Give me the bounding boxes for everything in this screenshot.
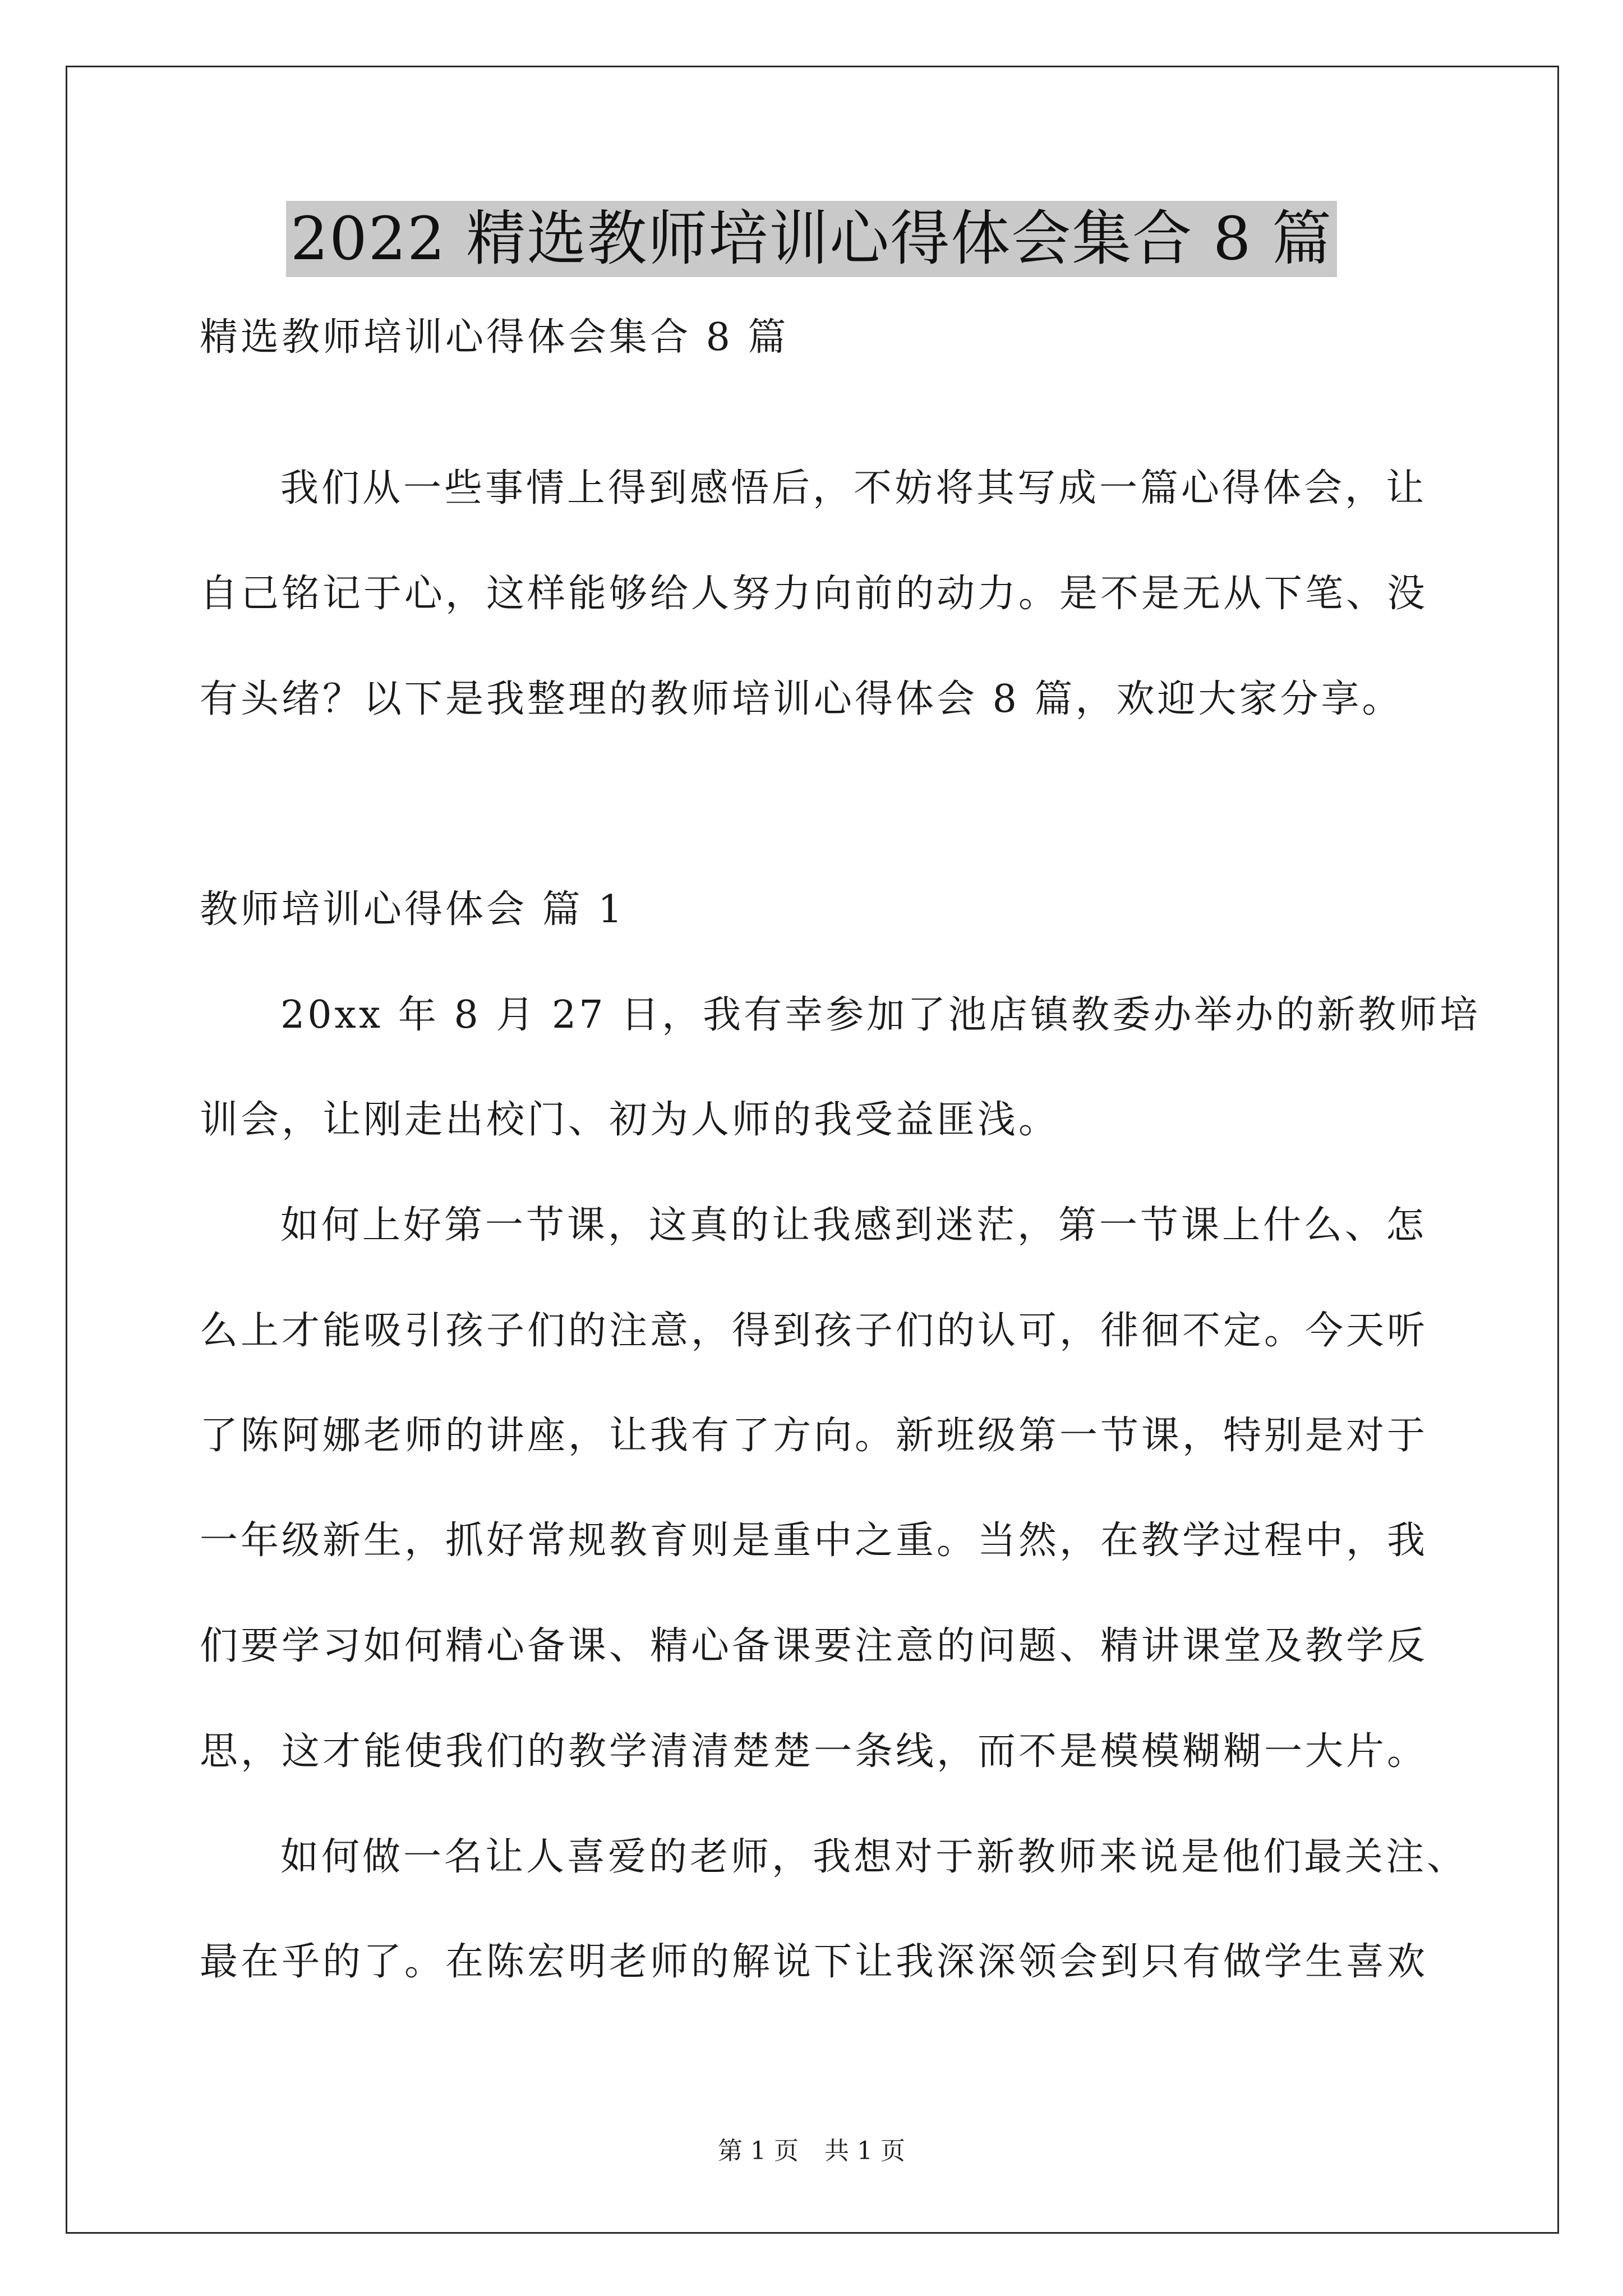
paragraph-line: 一年级新生，抓好常规教育则是重中之重。当然，在教学过程中，我 [200, 1519, 1428, 1563]
document-subtitle: 精选教师培训心得体会集合 8 篇 [200, 315, 789, 360]
paragraph-line: 了陈阿娜老师的讲座，让我有了方向。新班级第一节课，特别是对于 [200, 1414, 1428, 1458]
paragraph-line: 训会，让刚走出校门、初为人师的我受益匪浅。 [200, 1098, 1060, 1142]
page-footer [0, 2136, 1623, 2167]
paragraph-line: 么上才能吸引孩子们的注意，得到孩子们的认可，徘徊不定。今天听 [200, 1309, 1428, 1353]
document-title: 2022 精选教师培训心得体会集合 8 篇 [286, 201, 1337, 277]
paragraph-line: 们要学习如何精心备课、精心备课要注意的问题、精讲课堂及教学反 [200, 1624, 1428, 1668]
total-pages-label: 共 1 页 [824, 2137, 905, 2165]
paragraph-line: 20xx 年 8 月 27 日，我有幸参加了池店镇教委办举办的新教师培 [280, 993, 1481, 1037]
intro-line: 自己铭记于心，这样能够给人努力向前的动力。是不是无从下笔、没 [200, 572, 1428, 616]
paragraph-line: 思，这才能使我们的教学清清楚楚一条线，而不是模模糊糊一大片。 [200, 1729, 1428, 1774]
paragraph-line: 最在乎的了。在陈宏明老师的解说下让我深深领会到只有做学生喜欢 [200, 1940, 1428, 1984]
section-heading: 教师培训心得体会 篇 1 [200, 887, 625, 932]
title-container [0, 201, 1623, 277]
page-border [66, 66, 1559, 2234]
paragraph-line: 如何做一名让人喜爱的老师，我想对于新教师来说是他们最关注、 [280, 1835, 1468, 1879]
paragraph-line: 如何上好第一节课，这真的让我感到迷茫，第一节课上什么、怎 [280, 1203, 1427, 1248]
intro-line: 有头绪？以下是我整理的教师培训心得体会 8 篇，欢迎大家分享。 [200, 677, 1403, 721]
current-page-label: 第 1 页 [718, 2137, 799, 2165]
intro-line: 我们从一些事情上得到感悟后，不妨将其写成一篇心得体会，让 [280, 466, 1427, 510]
